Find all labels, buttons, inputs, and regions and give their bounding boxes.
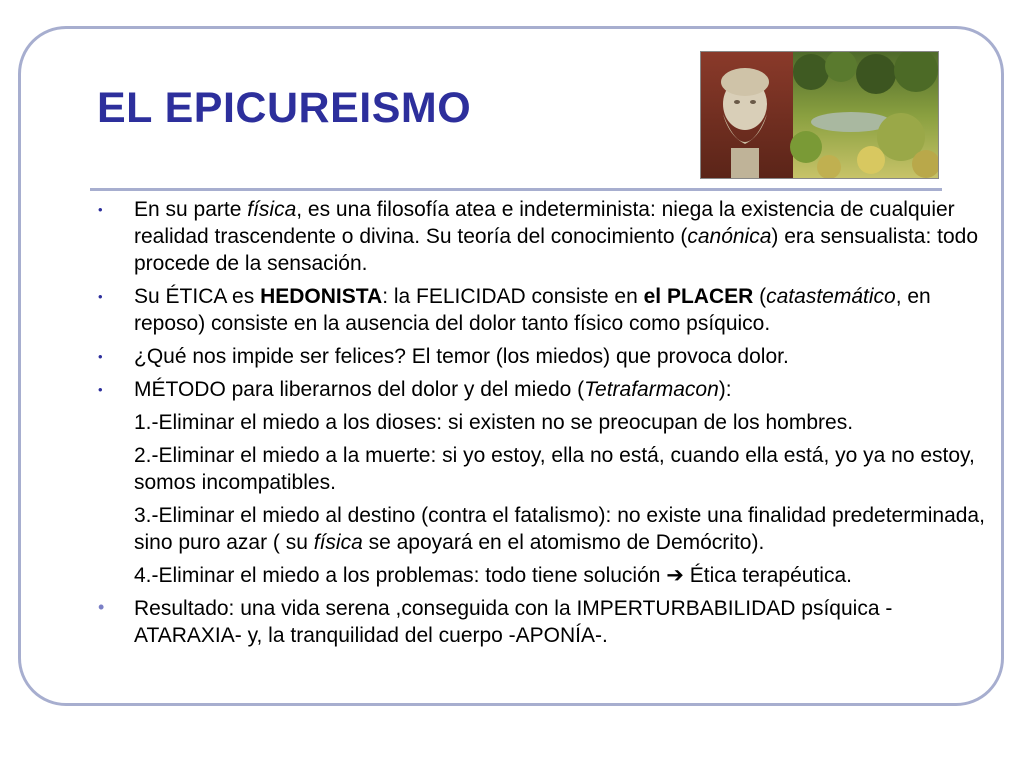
bullet-metodo: • MÉTODO para liberarnos del dolor y del miedo (Tetrafarmacon): [98,378,732,401]
step-destino: 3.-Eliminar el miedo al destino (contra el fatalismo): no existe una finalidad predeterminada, sino puro azar ( su física se apoyará en el atomismo de Demócrito). [134,504,985,554]
bullet-marker: • [98,202,103,217]
epicurus-garden-image [700,51,939,179]
bullet-resultado: • Resultado: una vida serena ,conseguida con la IMPERTURBABILIDAD psíquica -ATARAXIA- y, la tranquilidad del cuerpo -APONÍA-. [0,595,1024,649]
step-problemas: 4.-Eliminar el miedo a los problemas: todo tiene solución ➔ Ética terapéutica. [134,564,852,587]
arrow-right-icon: ➔ [666,564,684,587]
bullet-marker: • [98,349,103,364]
bullet-marker: • [98,289,103,304]
bullet-etica: • Su ÉTICA es HEDONISTA: la FELICIDAD consiste en el PLACER (catastemático, en reposo) consiste en la ausencia del dolor tanto físico como psíquico. [98,285,931,335]
bullet-fisica: • En su parte física, es una filosofía atea e indeterminista: niega la existencia de cualquier realidad trascendente o divina. Su teoría del conocimiento (canónica) era sensualista: todo procede de la sensación. [98,198,979,275]
title-divider [90,188,942,191]
bullet-marker: • [98,382,103,397]
slide-title: EL EPICUREISMO [97,84,472,132]
step-muerte: 2.-Eliminar el miedo a la muerte: si yo estoy, ella no está, cuando ella está, yo ya no estoy, somos incompatibles. [134,444,975,494]
bullet-temor: • ¿Qué nos impide ser felices? El temor (los miedos) que provoca dolor. [98,345,789,368]
step-dioses: 1.-Eliminar el miedo a los dioses: si existen no se preocupan de los hombres. [134,411,854,434]
bullet-marker: • [98,597,105,617]
slide-body [0,196,1024,655]
